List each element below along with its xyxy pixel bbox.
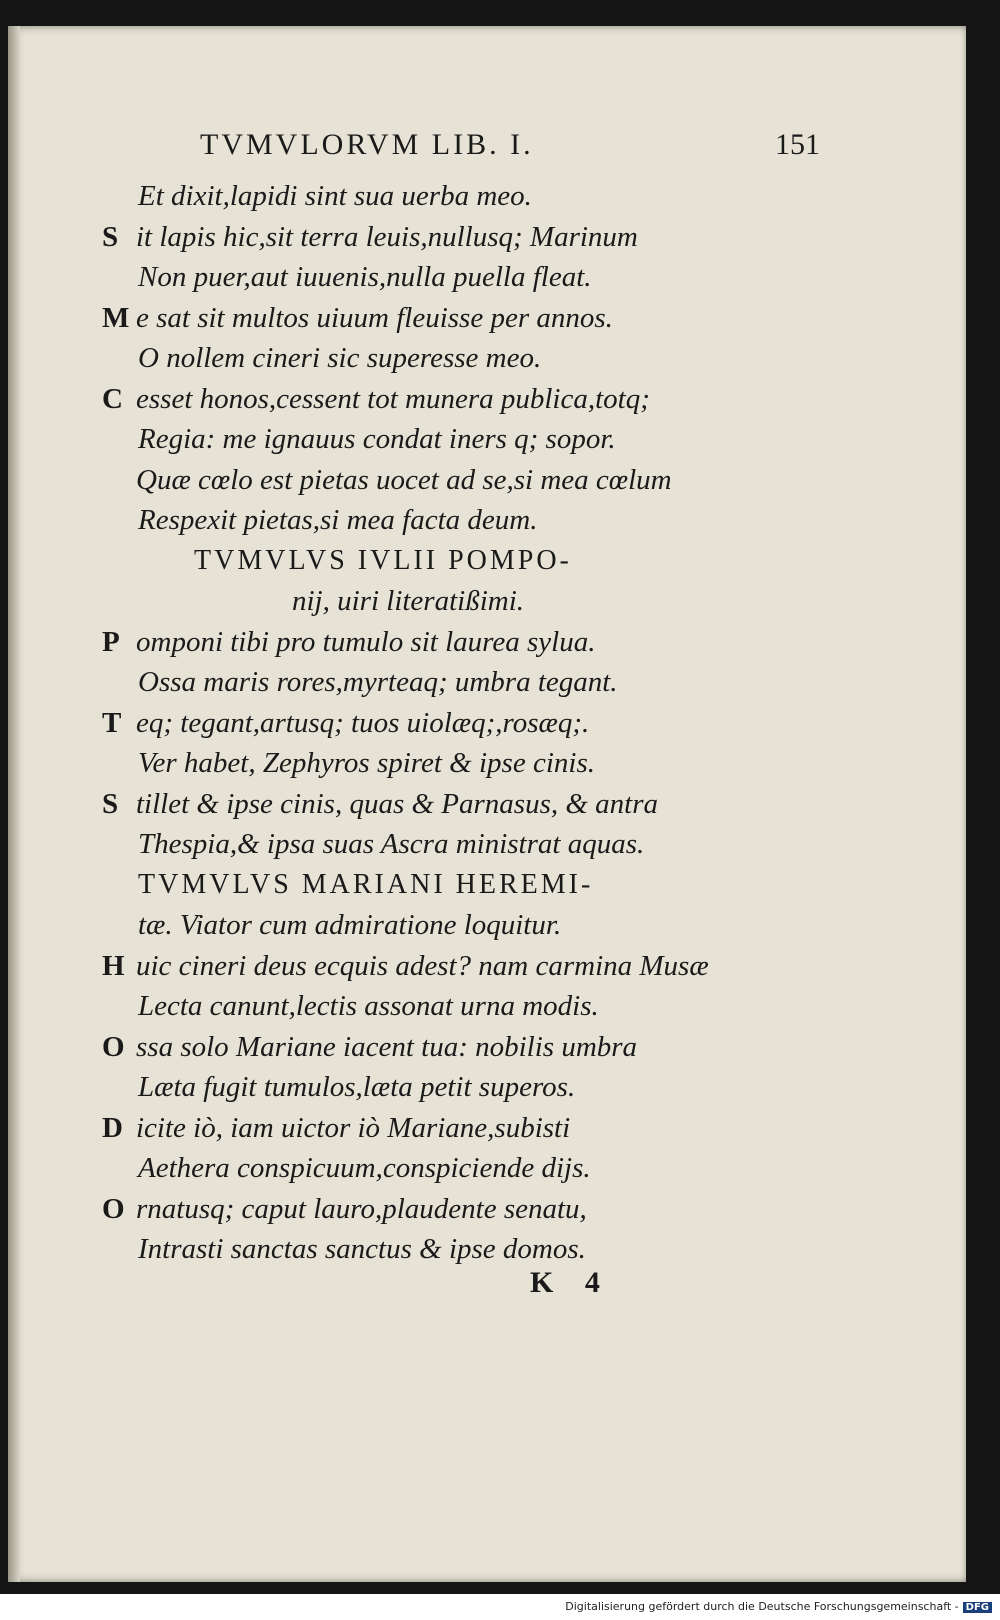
line-text: O nollem cineri sic superesse meo. (138, 342, 542, 374)
page-gutter-shadow (8, 26, 20, 1582)
text-line (102, 460, 782, 501)
page-number: 151 (775, 128, 820, 161)
line-text: eq; tegant,artusq; tuos uiolæq;,rosæq;. (136, 706, 590, 739)
text-line (102, 298, 782, 339)
line-text: rnatusq; caput lauro,plaudente senatu, (136, 1192, 587, 1225)
text-line (102, 1148, 782, 1189)
dfg-logo: DFG (963, 1602, 992, 1613)
line-text: nij, uiri literatißimi. (292, 585, 525, 617)
line-text: tæ. Viator cum admiratione loquitur. (138, 909, 562, 941)
text-line (102, 743, 782, 784)
text-line (102, 703, 782, 744)
line-text: Non puer,aut iuuenis,nulla puella fleat. (138, 261, 592, 293)
line-text: e sat sit multos uiuum fleuisse per annos. (136, 301, 613, 334)
verse-initial: S (102, 220, 119, 253)
verse-initial: C (102, 382, 123, 415)
verse-initial: T (102, 706, 122, 739)
line-text: Læta fugit tumulos,læta petit superos. (138, 1071, 576, 1103)
line-text: Intrasti sanctas sanctus & ipse domos. (138, 1233, 586, 1265)
line-text: Lecta canunt,lectis assonat urna modis. (138, 990, 599, 1022)
line-text: Ver habet, Zephyros spiret & ipse cinis. (138, 747, 595, 779)
verse-initial: H (102, 949, 125, 982)
text-line (102, 176, 782, 217)
text-line (102, 1189, 782, 1230)
text-line (102, 1108, 782, 1149)
line-text: esset honos,cessent tot munera publica,totq; (136, 382, 650, 415)
verse-initial: O (102, 1192, 125, 1225)
funding-note (565, 1600, 992, 1613)
text-line (102, 379, 782, 420)
line-text: Regia: me ignauus condat iners q; sopor. (138, 423, 616, 455)
text-line (102, 865, 782, 906)
text-line (102, 338, 782, 379)
text-line (102, 500, 782, 541)
text-line (102, 905, 782, 946)
text-line (102, 581, 782, 622)
verse-text-block (102, 176, 782, 1270)
line-text: omponi tibi pro tumulo sit laurea sylua. (136, 625, 596, 658)
line-text: Thespia,& ipsa suas Ascra ministrat aquas. (138, 828, 645, 860)
line-text: ssa solo Mariane iacent tua: nobilis umbra (136, 1030, 638, 1063)
line-text: it lapis hic,sit terra leuis,nullusq; Marinum (136, 220, 638, 253)
running-title: TVMVLORVM LIB. I. (200, 128, 534, 161)
line-text: Et dixit,lapidi sint sua uerba meo. (138, 180, 532, 212)
line-text: uic cineri deus ecquis adest? nam carmina Musæ (136, 949, 709, 982)
text-line (102, 1067, 782, 1108)
verse-initial: P (102, 625, 120, 658)
text-line (102, 784, 782, 825)
line-text: Ossa maris rores,myrteaq; umbra tegant. (138, 666, 618, 698)
text-line (102, 946, 782, 987)
line-text: Aethera conspicuum,conspiciende dijs. (138, 1152, 591, 1184)
text-line (102, 541, 782, 582)
text-line (102, 1027, 782, 1068)
verse-initial: O (102, 1030, 125, 1063)
line-text: tillet & ipse cinis, quas & Parnasus, & antra (136, 787, 659, 820)
text-line (102, 419, 782, 460)
text-line (102, 257, 782, 298)
line-text: TVMVLVS IVLII POMPO- (194, 544, 572, 576)
text-line (102, 217, 782, 258)
line-text: icite iò, iam uictor iò Mariane,subisti (136, 1111, 571, 1144)
verse-initial: M (102, 301, 130, 334)
text-line (102, 986, 782, 1027)
text-line (102, 622, 782, 663)
line-text: Quæ cœlo est pietas uocet ad se,si mea cœlum (136, 463, 672, 496)
text-line (102, 1229, 782, 1270)
verse-initial: D (102, 1111, 123, 1144)
funding-note-text: Digitalisierung gefördert durch die Deutsche Forschungsgemeinschaft - (565, 1600, 959, 1613)
signature-mark: K 4 (530, 1266, 612, 1299)
verse-initial: S (102, 787, 119, 820)
text-line (102, 662, 782, 703)
line-text: Respexit pietas,si mea facta deum. (138, 504, 538, 536)
text-line (102, 824, 782, 865)
line-text: TVMVLVS MARIANI HEREMI- (138, 868, 594, 900)
